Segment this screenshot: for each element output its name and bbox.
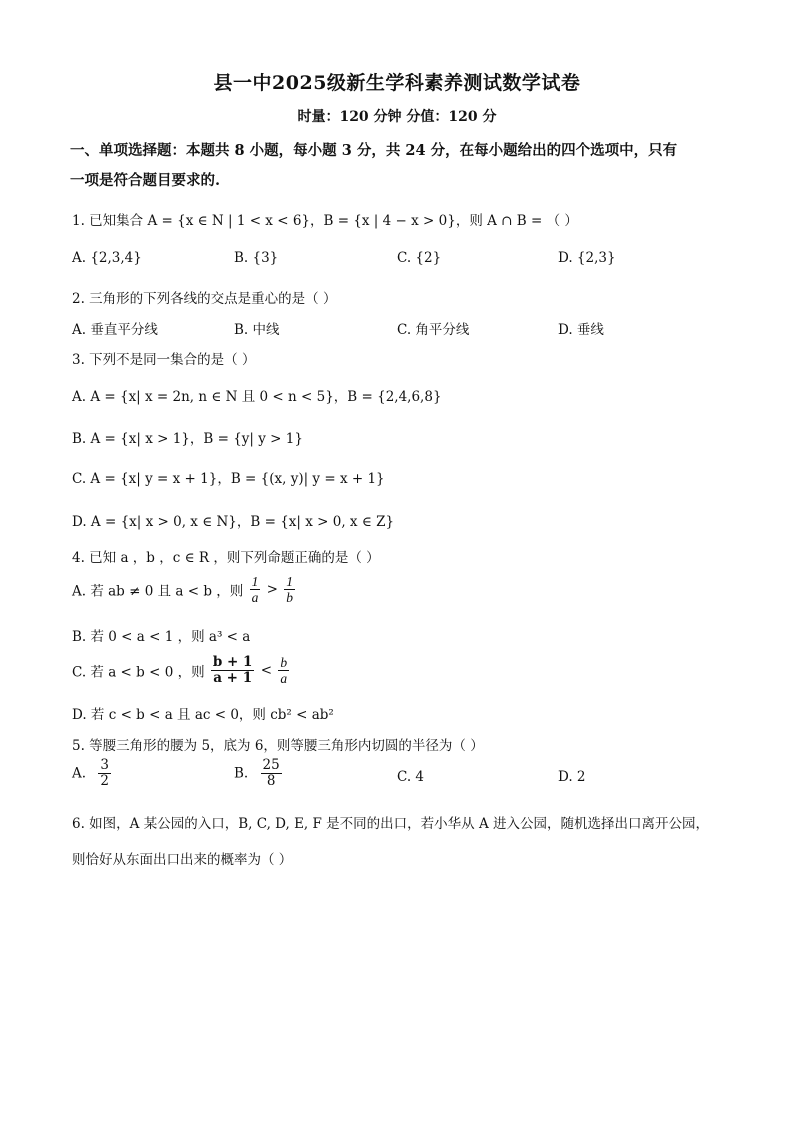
question-5-option-b-fraction: $\frac{25}{8}$	[262, 757, 280, 789]
question-1-option-c: C. {2}	[397, 250, 442, 266]
question-2-option-c: C. 角平分线	[397, 322, 470, 338]
question-6-line-1: 6. 如图，A 某公园的入口，B, C, D, E, F 是不同的出口，若小华从 A 进入公园，随机选择出口离开公园，	[72, 816, 709, 832]
question-5-option-c: C. 4	[397, 769, 425, 785]
question-4-option-c-fraction-1: $\frac{b + 1}{a + 1}$	[212, 654, 253, 686]
question-2-option-b: B. 中线	[234, 322, 280, 338]
question-5-option-a-fraction: $\frac{3}{2}$	[100, 757, 109, 789]
question-4-option-d: D. 若 c < b < a 且 ac < 0，则 cb² < ab²	[72, 707, 334, 723]
question-1-option-a: A. {2,3,4}	[72, 250, 142, 266]
question-4-option-c-text: C. 若 a < b < 0 ，则	[72, 664, 205, 681]
question-2-option-d: D. 垂线	[558, 322, 604, 338]
question-3-option-b: B. A = {x| x > 1}，B = {y| y > 1}	[72, 431, 303, 447]
exam-title: 县一中2025级新生学科素养测试数学试卷	[213, 72, 581, 94]
question-4-option-c-fraction-2: $\frac{b}{a}$	[280, 655, 288, 686]
question-5-option-a	[72, 758, 113, 789]
question-4-option-a	[72, 574, 297, 605]
question-4-stem: 4. 已知 a ，b ，c ∈ R ，则下列命题正确的是（ ）	[72, 550, 380, 566]
question-5-option-a-label: A.	[72, 765, 87, 782]
question-4-option-a-operator: >	[266, 581, 278, 598]
exam-subtitle: 时量：120 分钟 分值：120 分	[297, 109, 497, 125]
question-1-option-b: B. {3}	[234, 250, 279, 266]
section-heading-line1: 一、单项选择题：本题共 8 小题，每小题 3 分，共 24 分，在每小题给出的四个选项中，只有	[70, 142, 678, 159]
section-heading	[70, 136, 730, 196]
question-1-option-d: D. {2,3}	[558, 250, 616, 266]
question-5-option-d: D. 2	[558, 769, 586, 785]
section-heading-line2: 一项是符合题目要求的.	[70, 172, 221, 189]
question-5-stem: 5. 等腰三角形的腰为 5，底为 6，则等腰三角形内切圆的半径为（ ）	[72, 738, 484, 754]
question-4-option-a-fraction-2: $\frac{1}{b}$	[286, 574, 293, 605]
question-4-option-a-text: A. 若 ab ≠ 0 且 a < b ，则	[72, 583, 244, 600]
question-4-option-a-fraction-1: $\frac{1}{a}$	[251, 574, 259, 605]
question-2-option-a: A. 垂直平分线	[72, 322, 158, 338]
question-4-option-c-operator: <	[260, 662, 273, 679]
question-6-line-2: 则恰好从东面出口出来的概率为（ ）	[72, 852, 293, 868]
question-3-option-c: C. A = {x| y = x + 1}，B = {(x, y)| y = x + 1}	[72, 471, 385, 487]
question-2-stem: 2. 三角形的下列各线的交点是重心的是（ ）	[72, 291, 337, 307]
question-1-stem: 1. 已知集合 A = {x ∈ N | 1 < x < 6}，B = {x | 4 − x > 0}，则 A ∩ B = （ ）	[72, 213, 578, 229]
question-4-option-b: B. 若 0 < a < 1 ，则 a³ < a	[72, 629, 251, 645]
question-3-option-d: D. A = {x| x > 0, x ∈ N}，B = {x| x > 0, x ∈ Z}	[72, 514, 395, 530]
question-3-stem: 3. 下列不是同一集合的是（ ）	[72, 352, 256, 368]
question-5-option-b	[234, 758, 284, 789]
question-3-option-a: A. A = {x| x = 2n, n ∈ N 且 0 < n < 5}，B = {2,4,6,8}	[72, 389, 442, 405]
question-4-option-c	[72, 655, 291, 686]
question-5-option-b-label: B.	[234, 765, 249, 782]
